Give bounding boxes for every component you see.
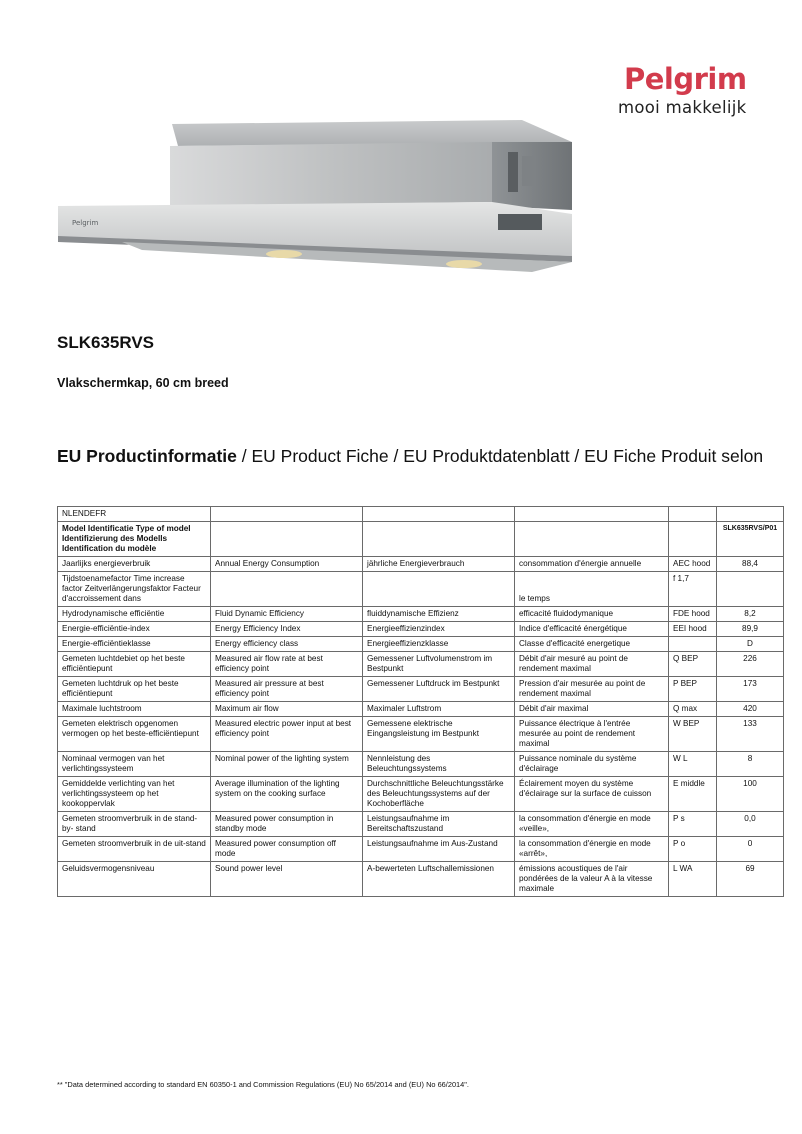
cell-nl: Gemeten stroomverbruik in de stand-by- stand: [58, 812, 211, 837]
cell-sym: L WA: [669, 862, 717, 897]
cell-val: 133: [717, 717, 784, 752]
empty-cell: [211, 522, 363, 557]
cell-en: Nominal power of the lighting system: [211, 752, 363, 777]
model-label-cell: Model Identificatie Type of model Identifizierung des Modells Identification du modèle: [58, 522, 211, 557]
table-row: [58, 752, 784, 777]
logo-brand-name: Pelgrim: [624, 62, 747, 96]
cell-fr: la consommation d'énergie en mode «veille»,: [515, 812, 669, 837]
cell-fr: Indice d'efficacité énergétique: [515, 622, 669, 637]
cell-fr: Puissance nominale du système d'éclairage: [515, 752, 669, 777]
cell-de: [363, 572, 515, 607]
cell-nl: Nominaal vermogen van het verlichtingssysteem: [58, 752, 211, 777]
table-row: [58, 622, 784, 637]
cell-sym: AEC hood: [669, 557, 717, 572]
cell-sym: W BEP: [669, 717, 717, 752]
cell-nl: Gemeten luchtdebiet op het beste efficiëntiepunt: [58, 652, 211, 677]
cell-de: Maximaler Luftstrom: [363, 702, 515, 717]
table-row: [58, 652, 784, 677]
cell-en: Annual Energy Consumption: [211, 557, 363, 572]
product-image: [52, 110, 584, 280]
cell-en: Average illumination of the lighting system on the cooking surface: [211, 777, 363, 812]
cell-val: D: [717, 637, 784, 652]
cell-sym: Q BEP: [669, 652, 717, 677]
cell-sym: FDE hood: [669, 607, 717, 622]
empty-cell: [669, 522, 717, 557]
cell-nl: Geluidsvermogensniveau: [58, 862, 211, 897]
cell-en: Sound power level: [211, 862, 363, 897]
cell-nl: Gemeten elektrisch opgenomen vermogen op het beste-efficiëntiepunt: [58, 717, 211, 752]
cell-de: fluiddynamische Effizienz: [363, 607, 515, 622]
empty-cell: [669, 507, 717, 522]
empty-cell: [363, 522, 515, 557]
empty-cell: [515, 507, 669, 522]
cell-val: 89,9: [717, 622, 784, 637]
cell-val: [717, 572, 784, 607]
fiche-heading: [57, 446, 763, 467]
cell-en: Maximum air flow: [211, 702, 363, 717]
table-row: [58, 837, 784, 862]
cell-fr: consommation d'énergie annuelle: [515, 557, 669, 572]
cell-fr: efficacité fluidodymanique: [515, 607, 669, 622]
cell-nl: Tijdstoenamefactor Time increase factor Zeitverlängerungsfaktor Facteur d'accroissement dans: [58, 572, 211, 607]
cell-sym: EEI hood: [669, 622, 717, 637]
cell-val: 0: [717, 837, 784, 862]
table-row: [58, 862, 784, 897]
cell-de: jährliche Energieverbrauch: [363, 557, 515, 572]
table-row: [58, 812, 784, 837]
cell-nl: Gemiddelde verlichting van het verlichtingssysteem op het kookoppervlak: [58, 777, 211, 812]
cell-en: Energy Efficiency Index: [211, 622, 363, 637]
table-row: [58, 702, 784, 717]
cell-nl: Gemeten stroomverbruik in de uit-stand: [58, 837, 211, 862]
cell-nl: Jaarlijks energieverbruik: [58, 557, 211, 572]
cell-fr: Débit d'air mesuré au point de rendement maximal: [515, 652, 669, 677]
cell-val: 420: [717, 702, 784, 717]
empty-cell: [515, 522, 669, 557]
cell-en: Energy efficiency class: [211, 637, 363, 652]
cell-sym: f 1,7: [669, 572, 717, 607]
cell-fr: la consommation d'énergie en mode «arrêt»,: [515, 837, 669, 862]
product-model: SLK635RVS: [57, 333, 155, 352]
hood-brand-label: Pelgrim: [72, 219, 99, 227]
cell-val: 173: [717, 677, 784, 702]
table-row: [58, 607, 784, 622]
logo-tagline: mooi makkelijk: [618, 98, 747, 117]
cell-en: [211, 572, 363, 607]
table-row: [58, 557, 784, 572]
empty-cell: [211, 507, 363, 522]
cell-nl: Energie-efficiëntie-index: [58, 622, 211, 637]
table-row: [58, 637, 784, 652]
cell-de: Leistungsaufnahme im Bereitschaftszustand: [363, 812, 515, 837]
table-row: [58, 572, 784, 607]
languages-cell: NLENDEFR: [58, 507, 211, 522]
cell-de: Energieeffizienzklasse: [363, 637, 515, 652]
table-row-languages: [58, 507, 784, 522]
cell-fr: Débit d'air maximal: [515, 702, 669, 717]
cell-sym: P BEP: [669, 677, 717, 702]
cell-en: Measured electric power input at best efficiency point: [211, 717, 363, 752]
cell-de: Gemessener Luftvolumenstrom im Bestpunkt: [363, 652, 515, 677]
cell-nl: Maximale luchtstroom: [58, 702, 211, 717]
cell-fr: Pression d'air mesurée au point de rendement maximal: [515, 677, 669, 702]
cell-sym: P s: [669, 812, 717, 837]
cell-de: Leistungsaufnahme im Aus-Zustand: [363, 837, 515, 862]
cell-sym: P o: [669, 837, 717, 862]
cell-en: Measured air flow rate at best efficiency point: [211, 652, 363, 677]
cell-val: 69: [717, 862, 784, 897]
footnote: ** "Data determined according to standard EN 60350-1 and Commission Regulations (EU) No 65/2014 and (EU) No 66/2014".: [57, 1080, 469, 1089]
cell-de: A-bewerteten Luftschallemissionen: [363, 862, 515, 897]
cell-val: 88,4: [717, 557, 784, 572]
empty-cell: [717, 507, 784, 522]
cell-de: Gemessener Luftdruck im Bestpunkt: [363, 677, 515, 702]
product-subtitle: Vlakschermkap, 60 cm breed: [57, 376, 229, 390]
cell-val: 226: [717, 652, 784, 677]
cell-fr: émissions acoustiques de l'air pondérées de la valeur A à la vitesse maximale: [515, 862, 669, 897]
cell-val: 8,2: [717, 607, 784, 622]
cell-fr: Classe d'efficacité energetique: [515, 637, 669, 652]
table-row: [58, 777, 784, 812]
cell-fr: Éclairement moyen du système d'éclairage sur la surface de cuisson: [515, 777, 669, 812]
cell-fr: Puissance électrique à l'entrée mesurée au point de rendement maximal: [515, 717, 669, 752]
cell-de: Energieeffizienzindex: [363, 622, 515, 637]
cell-en: Measured air pressure at best efficiency point: [211, 677, 363, 702]
cell-nl: Hydrodynamische efficiëntie: [58, 607, 211, 622]
cell-de: Durchschnittliche Beleuchtungsstärke des Beleuchtungssystems auf der Kochoberfläche: [363, 777, 515, 812]
cell-sym: Q max: [669, 702, 717, 717]
cell-val: 8: [717, 752, 784, 777]
cell-sym: [669, 637, 717, 652]
table-row: [58, 717, 784, 752]
cell-de: Nennleistung des Beleuchtungssystems: [363, 752, 515, 777]
brand-logo: [618, 62, 778, 118]
fiche-heading-rest: / EU Product Fiche / EU Produktdatenblatt / EU Fiche Produit selon: [236, 446, 764, 466]
cell-en: Measured power consumption in standby mode: [211, 812, 363, 837]
empty-cell: [363, 507, 515, 522]
table-row: [58, 677, 784, 702]
cell-sym: E middle: [669, 777, 717, 812]
fiche-heading-bold: EU Productinformatie: [57, 446, 237, 466]
cell-val: 100: [717, 777, 784, 812]
cell-val: 0,0: [717, 812, 784, 837]
model-code-cell: SLK635RVS/P01: [717, 522, 784, 557]
cell-en: Fluid Dynamic Efficiency: [211, 607, 363, 622]
cell-fr: le temps: [515, 572, 669, 607]
cell-nl: Gemeten luchtdruk op het beste efficiëntiepunt: [58, 677, 211, 702]
cell-de: Gemessene elektrische Eingangsleistung im Bestpunkt: [363, 717, 515, 752]
table-row-model: [58, 522, 784, 557]
cell-nl: Energie-efficiëntieklasse: [58, 637, 211, 652]
cell-en: Measured power consumption off mode: [211, 837, 363, 862]
cell-sym: W L: [669, 752, 717, 777]
product-fiche-table: [57, 506, 784, 897]
